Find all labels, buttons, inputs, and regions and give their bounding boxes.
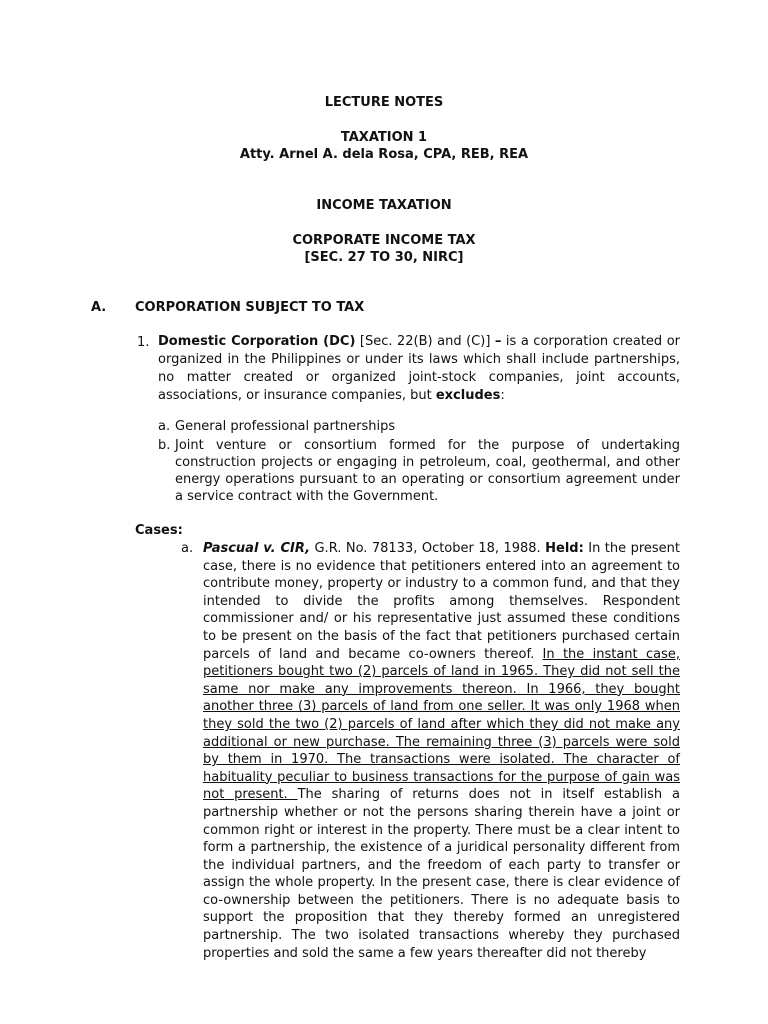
item-number: 1. [137,335,150,350]
exclusion-text: Joint venture or consortium formed for the purpose of undertaking construction projects or engaging in petroleum, coal, geothermal, and other energy operations pursuant to an operating or consortium agreement under a service contract with the Government. [175,438,680,504]
excludes-word: excludes [435,388,501,403]
paragraph-text: is a corporation created or organized in the Philippines or under its laws which shall include partnerships, no matter created or organized joint-stock companies, joint accounts, associations, or insurance companies, but [158,334,680,403]
subtopic-title: CORPORATE INCOME TAX [292,233,476,248]
exclusion-text: General professional partnerships [175,419,396,434]
cases-heading: Cases: [135,523,183,538]
colon: : [500,388,505,403]
exclusion-label: a. [158,419,171,434]
reference-line: [SEC. 27 TO 30, NIRC] [304,250,464,265]
held-label: Held: [545,541,584,556]
term: Domestic Corporation (DC) [158,334,356,349]
course-title: TAXATION 1 [340,130,428,145]
case-paragraph [203,540,680,962]
exclusion-label: b. [158,438,171,453]
case-text: In the present case, there is no evidence that petitioners entered into an agreement to contribute money, property or industry to a common fund, and that they intended to divide the profits among themselves. Respondent commissioner and/ or his representative just assumed these conditions to be present on the basis of the fact that petitioners purchased certain parcels of land and became co-owners thereof. [203,541,680,662]
topic-title: INCOME TAXATION [316,198,452,213]
domestic-corporation-paragraph [158,333,680,405]
lecture-notes-title: LECTURE NOTES [324,95,444,110]
underlined-text: In the instant case, petitioners bought two (2) parcels of land in 1965. They did not sell the same nor make any improvements thereon. In 1966, they bought another three (3) parcels of land from one seller. It was only 1968 when they sold the two (2) parcels of land after which they did not make any additional or new purchase. The remaining three (3) parcels were sold by them in 1970. The transactions were isolated. The character of habituality peculiar to business transactions for the purpose of gain was not present. [203,646,680,803]
author-line: Atty. Arnel A. dela Rosa, CPA, REB, REA [239,147,529,162]
section-letter: A. [91,300,107,315]
case-citation: G.R. No. 78133, October 18, 1988. [310,541,546,556]
case-text: The sharing of returns does not in itself establish a partnership whether or not the persons sharing therein have a joint or common right or interest in the property. There must be a clear intent to form a partnership, the existence of a juridical personality different from the individual partners, and the freedom of each party to transfer or assign the whole property. In the present case, there is clear evidence of co-ownership between the petitioners. There is no adequate basis to support the proposition that they thereby formed an unregistered partnership. The two isolated transactions whereby they purchased properties and sold the same a few years thereafter did not thereby [203,787,680,961]
case-label: a. [181,541,194,556]
case-title: Pascual v. CIR, [203,541,311,556]
section-title: CORPORATION SUBJECT TO TAX [135,300,365,315]
em-dash: – [494,334,502,349]
paragraph-text: [Sec. 22(B) and (C)] [355,334,495,349]
